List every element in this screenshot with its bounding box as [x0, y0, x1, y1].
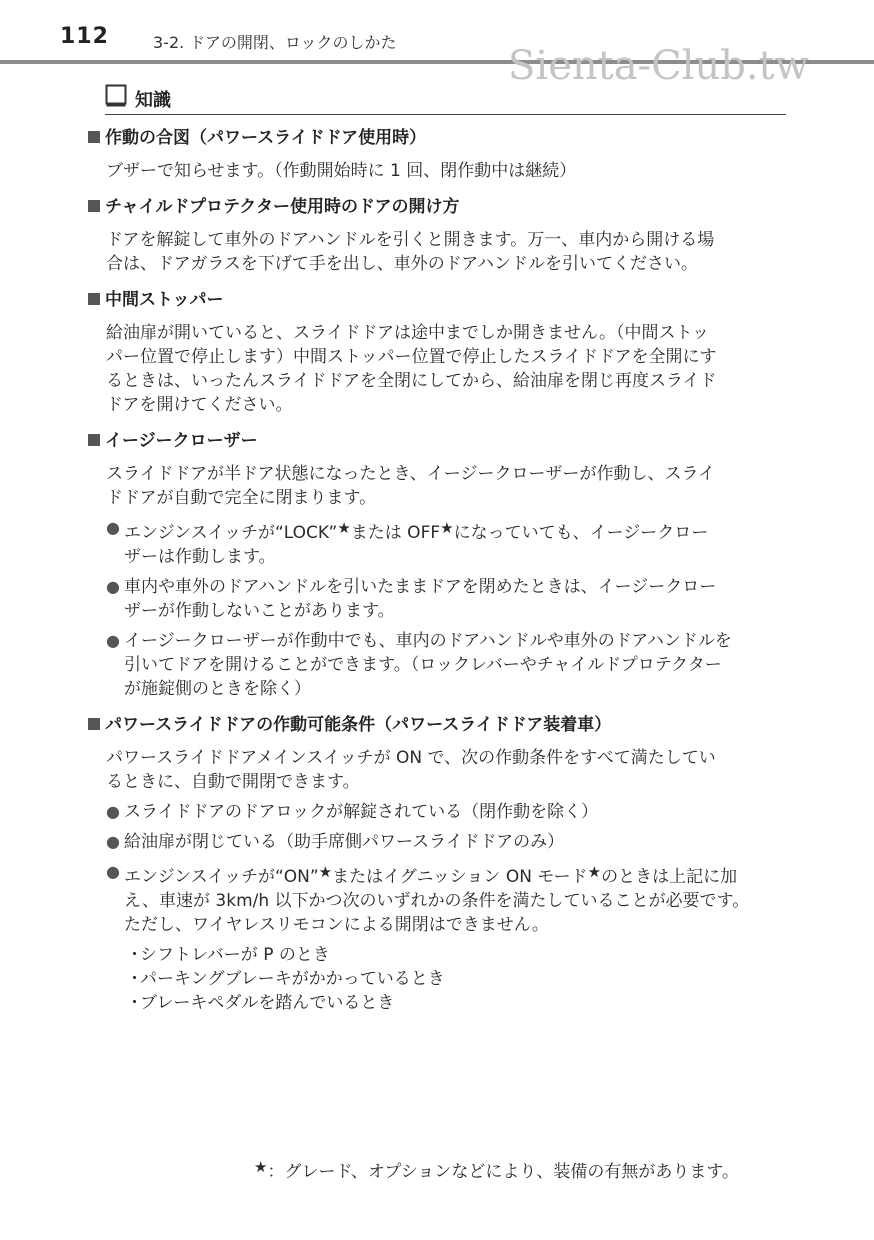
paragraph: パー位置で停止します）中間ストッパー位置で停止したスライドドアを全開にす — [106, 347, 717, 367]
paragraph: ドアを解錠して車外のドアハンドルを引くと開きます。万一、車内から開ける場 — [106, 230, 715, 250]
list-item: ● スライドドアのドアロックが解錠されている（閉作動を除く） — [106, 802, 599, 822]
paragraph: パワースライドドアメインスイッチが ON で、次の作動条件をすべて満たしてい — [106, 748, 716, 768]
bullet-icon: ● — [106, 862, 120, 881]
bullet-icon: ● — [106, 577, 120, 596]
sub-bullet-icon: ・ — [126, 945, 143, 965]
sub-list-item: ・ シフトレバーが P のとき — [126, 945, 330, 965]
knowledge-rule — [105, 114, 786, 115]
knowledge-box-header — [105, 84, 786, 114]
list-item: ● イージークローザーが作動中でも、車内のドアハンドルや車外のドアハンドルを 引いてドアを開けることができます。（ロックレバーやチャイルドプロテクター が施錠側のときを除く） — [106, 631, 732, 699]
square-bullet-icon — [88, 200, 100, 212]
paragraph: 合は、ドアガラスを下げて手を出し、車外のドアハンドルを引いてください。 — [106, 254, 698, 274]
content — [88, 126, 788, 1015]
sub-list-item: ・ パーキングブレーキがかかっているとき — [126, 969, 445, 989]
bullet-icon: ● — [106, 518, 120, 537]
bullet-icon: ● — [106, 832, 120, 851]
watermark: Sienta-Club.tw — [508, 43, 809, 89]
list-item: ● 給油扉が閉じている（助手席側パワースライドドアのみ） — [106, 832, 565, 852]
square-bullet-icon — [88, 718, 100, 730]
bullet-icon: ● — [106, 802, 120, 821]
knowledge-title: 知識 — [135, 90, 171, 111]
list-item: ● 車内や車外のドアハンドルを引いたままドアを閉めたときは、イージークロー ザーが作動しないことがあります。 — [106, 577, 717, 621]
paragraph: ブザーで知らせます。（作動開始時に 1 回、閉作動中は継続） — [106, 161, 577, 181]
section-heading: チャイルドプロテクター使用時のドアの開け方 — [88, 195, 788, 219]
square-bullet-icon — [88, 434, 100, 446]
bullet-icon: ● — [106, 631, 120, 650]
star-icon: ★ — [587, 863, 602, 881]
square-bullet-icon — [88, 131, 100, 143]
sub-bullet-icon: ・ — [126, 993, 143, 1013]
paragraph: スライドドアが半ドア状態になったとき、イージークローザーが作動し、スライ — [106, 464, 715, 484]
section-heading: 中間ストッパー — [88, 288, 788, 312]
list-item: ● エンジンスイッチが“ON”★またはイグニッション ON モード★のときは上記に加 え、車速が 3km/h 以下かつ次のいずれかの条件を満たしていることが必要です。 ただし、ワイヤレスリモコンによる開閉はできません。 — [106, 862, 750, 935]
paragraph: るときに、自動で開閉できます。 — [106, 772, 360, 792]
section-heading: パワースライドドアの作動可能条件（パワースライドドア装着車） — [88, 713, 788, 737]
paragraph: ドドアが自動で完全に閉まります。 — [106, 488, 377, 508]
page-number: 112 — [60, 24, 109, 49]
paragraph: 給油扉が開いていると、スライドドアは途中までしか開きません。（中間ストッ — [106, 323, 709, 343]
sub-bullet-icon: ・ — [126, 969, 143, 989]
star-icon: ★ — [318, 863, 333, 881]
footnote: ★：グレード、オプションなどにより、装備の有無があります。 — [254, 1158, 740, 1182]
paragraph: るときは、いったんスライドドアを全閉にしてから、給油扉を閉じ再度スライド — [106, 371, 717, 391]
square-bullet-icon — [88, 293, 100, 305]
section-path: 3-2. ドアの開閉、ロックのしかた — [153, 33, 397, 52]
page-header — [0, 0, 874, 89]
star-icon: ★ — [440, 519, 454, 537]
list-item: ● エンジンスイッチが“LOCK”★または OFF★になっていても、イージークロー ザーは作動します。 — [106, 518, 709, 567]
paragraph: ドアを開けてください。 — [106, 395, 293, 415]
sub-list-item: ・ ブレーキペダルを踏んでいるとき — [126, 993, 395, 1013]
star-icon: ★ — [254, 1158, 268, 1176]
book-icon — [105, 84, 127, 108]
star-icon: ★ — [337, 519, 351, 537]
section-heading: 作動の合図（パワースライドドア使用時） — [88, 126, 788, 150]
section-heading: イージークローザー — [88, 429, 788, 453]
